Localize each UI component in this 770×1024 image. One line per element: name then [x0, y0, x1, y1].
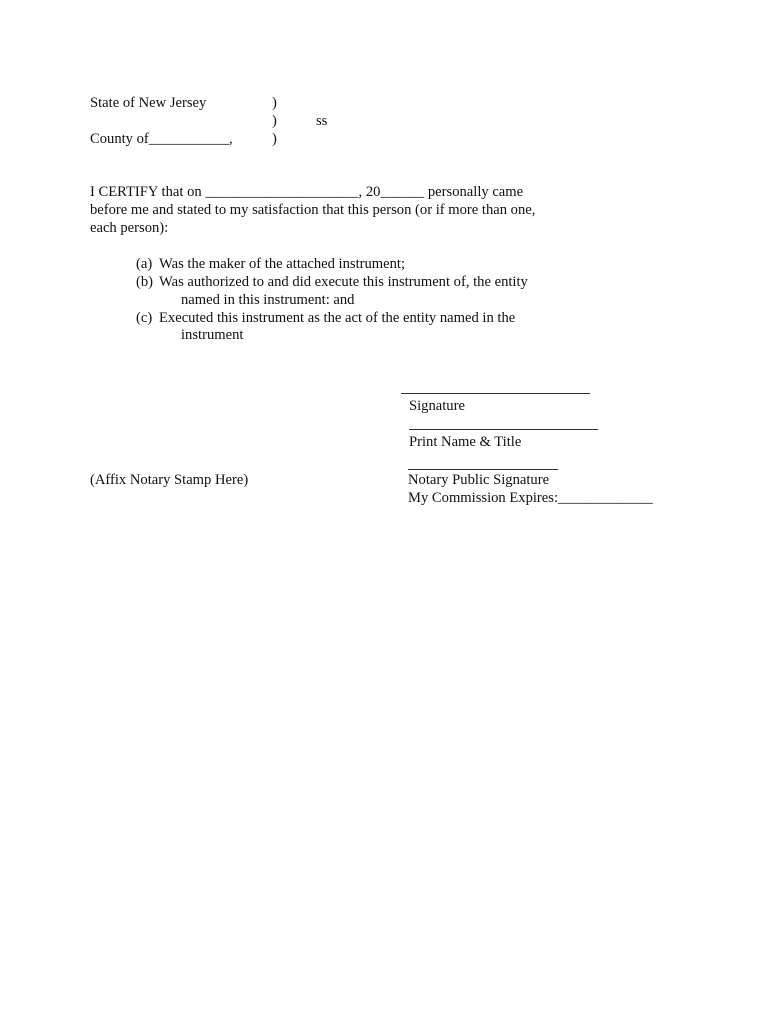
notary-signature-line[interactable]	[408, 469, 558, 470]
signature-label: Signature	[409, 398, 465, 414]
list-item-continuation: named in this instrument: and	[181, 292, 355, 308]
list-item: Was the maker of the attached instrument;	[159, 256, 406, 272]
list-item: Was authorized to and did execute this instrument of, the entity	[159, 274, 528, 290]
certify-line[interactable]: I CERTIFY that on _____________________, 20______ personally came	[90, 184, 524, 200]
print-name-label: Print Name & Title	[409, 434, 522, 450]
county-field[interactable]: County of___________,	[90, 131, 233, 147]
list-marker: (a)	[136, 256, 153, 272]
commission-expires-field[interactable]: My Commission Expires:_____________	[408, 490, 653, 506]
notary-signature-label: Notary Public Signature	[408, 472, 550, 488]
list-item-continuation: instrument	[181, 327, 244, 343]
list-marker: (b)	[136, 274, 154, 290]
signature-line[interactable]	[401, 393, 590, 394]
state-label: State of New Jersey	[90, 95, 207, 111]
notary-stamp-label: (Affix Notary Stamp Here)	[90, 472, 249, 488]
list-item: Executed this instrument as the act of the entity named in the	[159, 310, 516, 326]
print-name-line[interactable]	[409, 429, 598, 430]
venue-paren: )	[272, 95, 277, 111]
venue-paren: )	[272, 113, 277, 129]
venue-paren: )	[272, 131, 277, 147]
certify-line: each person):	[90, 220, 169, 236]
ss-label: ss	[316, 113, 328, 129]
list-marker: (c)	[136, 310, 153, 326]
certify-line: before me and stated to my satisfaction that this person (or if more than one,	[90, 202, 536, 218]
